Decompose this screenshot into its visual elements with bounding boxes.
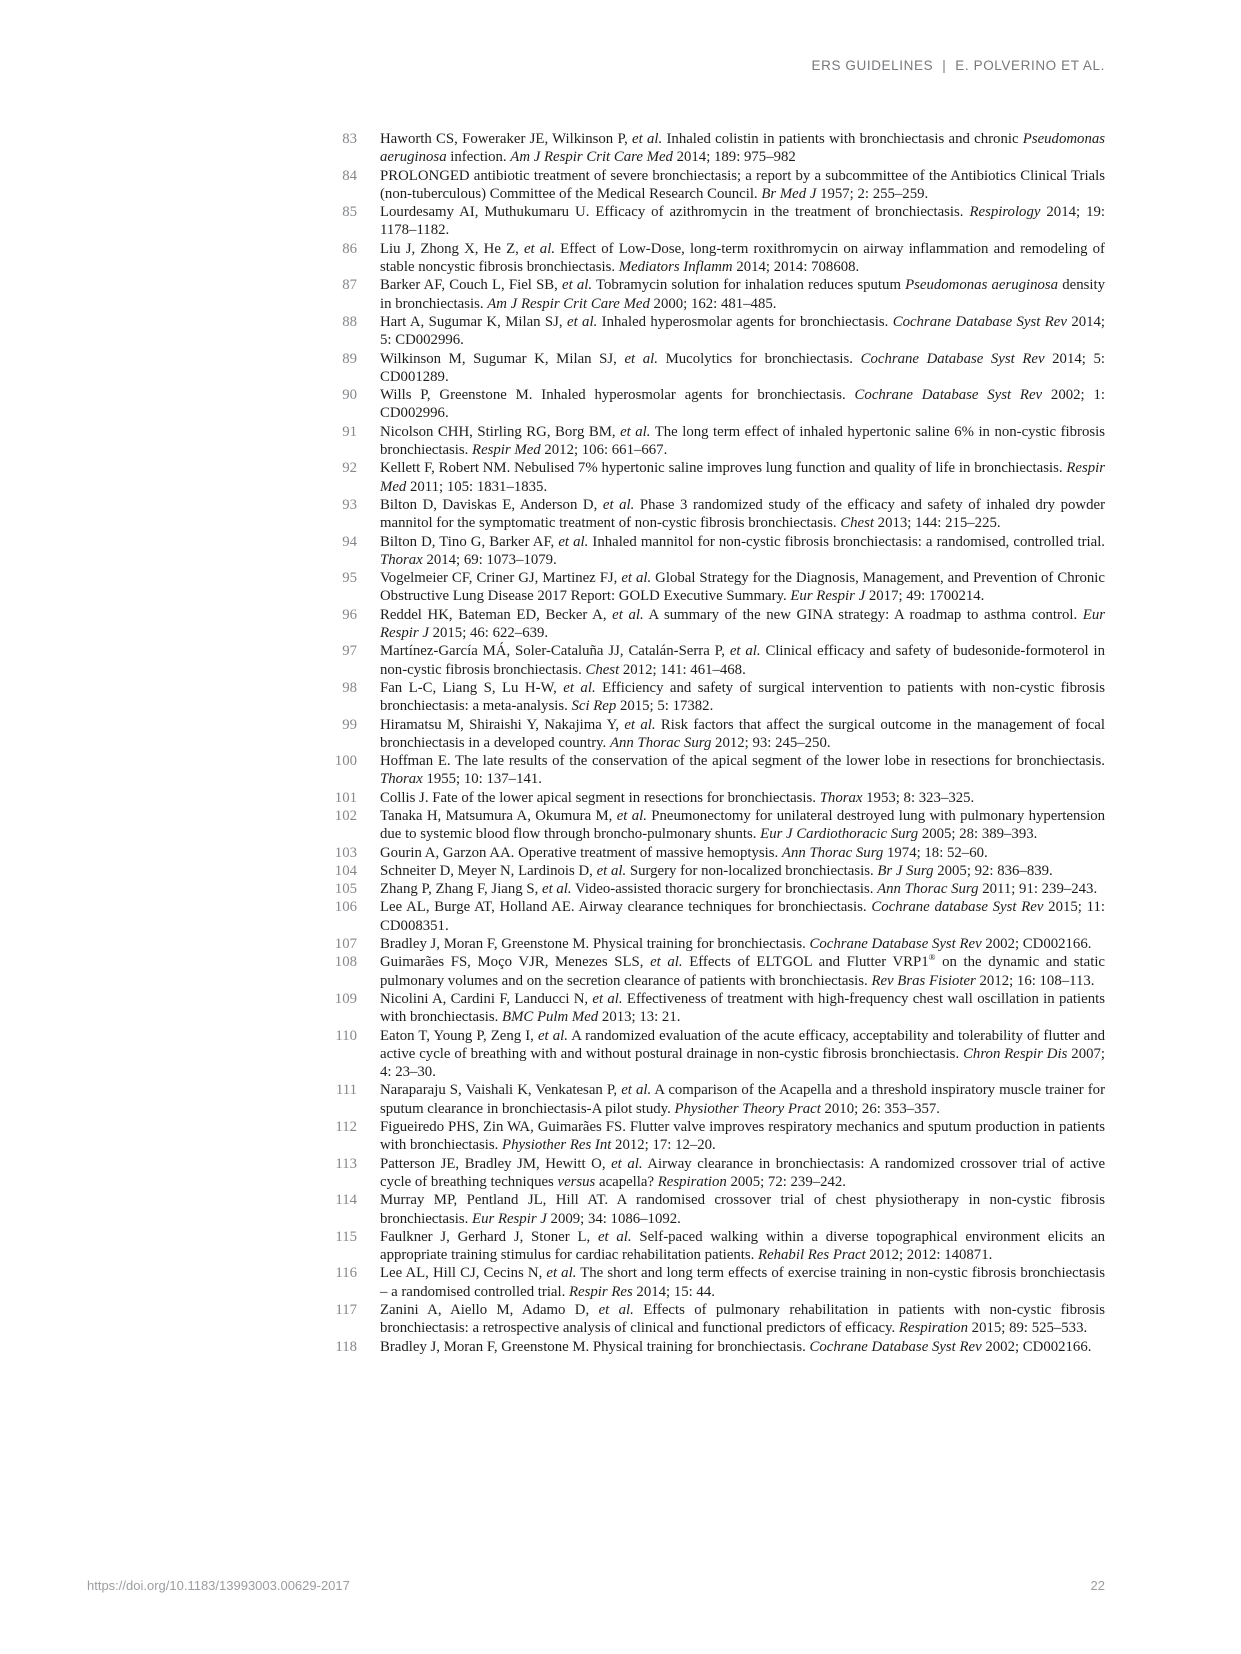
reference-number: 105	[334, 881, 357, 898]
reference-number: 106	[334, 899, 357, 916]
reference-number: 111	[335, 1082, 357, 1099]
reference-item	[327, 1155, 1105, 1192]
reference-item	[327, 1118, 1105, 1155]
reference-text: Bradley J, Moran F, Greenstone M. Physical training for bronchiectasis. Cochrane Database Syst Rev 2002; CD002166.	[380, 936, 1092, 953]
reference-item	[327, 606, 1105, 643]
reference-item	[327, 459, 1105, 496]
reference-number: 115	[335, 1228, 357, 1245]
reference-item	[327, 1301, 1105, 1338]
reference-item	[327, 386, 1105, 423]
reference-number: 86	[342, 240, 357, 257]
reference-item	[327, 716, 1105, 753]
reference-number: 118	[335, 1338, 357, 1355]
reference-number: 91	[342, 423, 357, 440]
reference-text: Reddel HK, Bateman ED, Becker A, et al. A summary of the new GINA strategy: A roadmap to asthma control. Eur Respir J 2015; 46: 622–639.	[380, 606, 1105, 642]
reference-item	[327, 350, 1105, 387]
reference-item	[327, 533, 1105, 570]
reference-text: Bilton D, Daviskas E, Anderson D, et al. Phase 3 randomized study of the efficacy and safety of inhaled dry powder mannitol for the symptomatic treatment of non-cystic fibrosis bronchiectasis. Chest 2013; 144: 215–225.	[380, 496, 1105, 532]
reference-number: 116	[335, 1265, 357, 1282]
reference-text: Wilkinson M, Sugumar K, Milan SJ, et al. Mucolytics for bronchiectasis. Cochrane Database Syst Rev 2014; 5: CD001289.	[380, 350, 1105, 385]
reference-item	[327, 679, 1105, 716]
reference-item	[327, 844, 1105, 862]
reference-text: Patterson JE, Bradley JM, Hewitt O, et al. Airway clearance in bronchiectasis: A randomized crossover trial of active cycle of breathing techniques versus acapella? Respiration 2005; 72: 239–242.	[380, 1155, 1106, 1190]
reference-number: 100	[334, 753, 357, 770]
reference-text: Tanaka H, Matsumura A, Okumura M, et al. Pneumonectomy for unilateral destroyed lung with pulmonary hypertension due to systemic blood flow through broncho-pulmonary shunts. Eur J Cardiothoracic Surg 2005; 28: 389–393.	[380, 807, 1106, 843]
reference-item	[327, 1191, 1105, 1228]
reference-item	[327, 862, 1105, 880]
reference-number: 101	[334, 789, 357, 806]
reference-text: Hiramatsu M, Shiraishi Y, Nakajima Y, et al. Risk factors that affect the surgical outcome in the management of focal bronchiectasis in a developed country. Ann Thorac Surg 2012; 93: 245–250.	[380, 716, 1105, 751]
reference-item	[327, 990, 1105, 1027]
reference-item	[327, 789, 1105, 807]
reference-text: Bilton D, Tino G, Barker AF, et al. Inhaled mannitol for non-cystic fibrosis bronchiectasis: a randomised, controlled trial. Thorax 2014; 69: 1073–1079.	[380, 533, 1106, 568]
reference-item	[327, 1264, 1105, 1301]
reference-item	[327, 880, 1105, 898]
reference-item	[327, 1228, 1105, 1265]
header-authors: E. POLVERINO ET AL.	[955, 58, 1105, 73]
reference-number: 94	[342, 533, 357, 550]
reference-number: 89	[342, 350, 357, 367]
reference-number: 85	[342, 204, 357, 221]
reference-text: Nicolson CHH, Stirling RG, Borg BM, et al. The long term effect of inhaled hypertonic saline 6% in non-cystic fibrosis bronchiectasis. Respir Med 2012; 106: 661–667.	[380, 423, 1105, 459]
reference-number: 83	[342, 131, 357, 147]
reference-item	[327, 898, 1105, 935]
reference-text: Haworth CS, Foweraker JE, Wilkinson P, et al. Inhaled colistin in patients with bronchiectasis and chronic Pseudomonas aeruginosa infection. Am J Respir Crit Care Med 2014; 189: 975–982	[380, 131, 1105, 166]
page-footer	[87, 1578, 1105, 1593]
reference-text: Guimarães FS, Moço VJR, Menezes SLS, et al. Effects of ELTGOL and Flutter VRP1® on the dynamic and static pulmonary volumes and on the secretion clearance of patients with bronchiectasis. Rev Bras Fisioter 2012; 16: 108–113.	[380, 952, 1105, 989]
reference-number: 92	[342, 460, 357, 477]
reference-text: Zanini A, Aiello M, Adamo D, et al. Effects of pulmonary rehabilitation in patients with non-cystic fibrosis bronchiectasis: a retrospective analysis of clinical and functional predictors of efficacy. Respiration 2015; 89: 525–533.	[380, 1302, 1105, 1337]
reference-text: Eaton T, Young P, Zeng I, et al. A randomized evaluation of the acute efficacy, acceptability and tolerability of flutter and active cycle of breathing with and without postural drainage in non-cystic fibrosis bronchiectasis. Chron Respir Dis 2007; 4: 23–30.	[380, 1027, 1106, 1081]
reference-item	[327, 1027, 1105, 1082]
reference-number: 90	[342, 387, 357, 404]
reference-text: Lee AL, Hill CJ, Cecins N, et al. The short and long term effects of exercise training in non-cystic fibrosis bronchiectasis – a randomised controlled trial. Respir Res 2014; 15: 44.	[380, 1265, 1105, 1300]
reference-text: Nicolini A, Cardini F, Landucci N, et al. Effectiveness of treatment with high-frequency chest wall oscillation in patients with bronchiectasis. BMC Pulm Med 2013; 13: 21.	[380, 990, 1105, 1026]
reference-item	[327, 240, 1105, 277]
reference-text: Martínez-García MÁ, Soler-Cataluña JJ, Catalán-Serra P, et al. Clinical efficacy and safety of budesonide-formoterol in non-cystic fibrosis bronchiectasis. Chest 2012; 141: 461–468.	[380, 643, 1105, 678]
header-title: ERS GUIDELINES	[811, 58, 934, 73]
reference-text: Collis J. Fate of the lower apical segment in resections for bronchiectasis. Thorax 1953; 8: 323–325.	[380, 789, 975, 806]
reference-number: 114	[335, 1192, 357, 1209]
reference-text: Fan L-C, Liang S, Lu H-W, et al. Efficiency and safety of surgical intervention to patients with non-cystic fibrosis bronchiectasis: a meta-analysis. Sci Rep 2015; 5: 17382.	[380, 679, 1106, 715]
reference-item	[327, 1338, 1105, 1356]
reference-item	[327, 313, 1105, 350]
reference-number: 96	[342, 606, 357, 623]
reference-text: Wills P, Greenstone M. Inhaled hyperosmolar agents for bronchiectasis. Cochrane Database Syst Rev 2002; 1: CD002996.	[380, 387, 1105, 422]
reference-number: 87	[342, 277, 357, 294]
reference-item	[327, 276, 1105, 313]
reference-number: 112	[335, 1119, 357, 1136]
reference-item	[327, 203, 1105, 240]
reference-item	[327, 807, 1105, 844]
running-header	[812, 58, 1106, 73]
reference-text: Liu J, Zhong X, He Z, et al. Effect of Low-Dose, long-term roxithromycin on airway inflammation and remodeling of stable noncystic fibrosis bronchiectasis. Mediators Inflamm 2014; 2014: 708608.	[380, 240, 1105, 276]
reference-text: Gourin A, Garzon AA. Operative treatment of massive hemoptysis. Ann Thorac Surg 1974; 18: 52–60.	[380, 844, 988, 861]
reference-text: Bradley J, Moran F, Greenstone M. Physical training for bronchiectasis. Cochrane Database Syst Rev 2002; CD002166.	[380, 1338, 1092, 1355]
reference-number: 95	[342, 570, 357, 587]
reference-item	[327, 130, 1105, 167]
reference-text: Schneiter D, Meyer N, Lardinois D, et al. Surgery for non-localized bronchiectasis. Br J Surg 2005; 92: 836–839.	[380, 862, 1053, 879]
reference-item	[327, 569, 1105, 606]
reference-item	[327, 935, 1105, 953]
reference-number: 107	[334, 936, 357, 953]
reference-text: Lee AL, Burge AT, Holland AE. Airway clearance techniques for bronchiectasis. Cochrane database Syst Rev 2015; 11: CD008351.	[380, 899, 1105, 934]
reference-number: 103	[334, 844, 357, 861]
reference-number: 117	[335, 1302, 357, 1318]
reference-number: 104	[334, 862, 357, 879]
reference-text: PROLONGED antibiotic treatment of severe bronchiectasis; a report by a subcommittee of the Antibiotics Clinical Trials (non-tuberculous) Committee of the Medical Research Council. Br Med J 1957; 2: 255–259.	[380, 167, 1105, 202]
page-number: 22	[1090, 1578, 1105, 1593]
reference-text: Vogelmeier CF, Criner GJ, Martinez FJ, et al. Global Strategy for the Diagnosis, Management, and Prevention of Chronic Obstructive Lung Disease 2017 Report: GOLD Executive Summary. Eur Respir J 2017; 49: 1700214.	[380, 570, 1105, 605]
reference-number: 102	[334, 807, 357, 824]
reference-item	[327, 752, 1105, 789]
reference-number: 98	[342, 679, 357, 696]
reference-text: Hoffman E. The late results of the conservation of the apical segment of the lower lobe in resections for bronchiectasis. Thorax 1955; 10: 137–141.	[380, 753, 1105, 788]
reference-text: Zhang P, Zhang F, Jiang S, et al. Video-assisted thoracic surgery for bronchiectasis. Ann Thorac Surg 2011; 91: 239–243.	[380, 881, 1098, 898]
reference-text: Murray MP, Pentland JL, Hill AT. A randomised crossover trial of chest physiotherapy in non-cystic fibrosis bronchiectasis. Eur Respir J 2009; 34: 1086–1092.	[380, 1192, 1105, 1227]
reference-number: 99	[342, 716, 357, 733]
reference-number: 110	[335, 1027, 357, 1044]
reference-text: Faulkner J, Gerhard J, Stoner L, et al. Self-paced walking within a diverse topographical environment elicits an appropriate training stimulus for cardiac rehabilitation patients. Rehabil Res Pract 2012; 2012: 140871.	[380, 1228, 1105, 1264]
reference-number: 84	[342, 167, 357, 184]
reference-item	[327, 1081, 1105, 1118]
reference-number: 113	[335, 1155, 357, 1172]
reference-item	[327, 167, 1105, 204]
reference-item	[327, 642, 1105, 679]
reference-item	[327, 953, 1105, 990]
reference-text: Lourdesamy AI, Muthukumaru U. Efficacy of azithromycin in the treatment of bronchiectasis. Respirology 2014; 19: 1178–1182.	[380, 204, 1105, 239]
reference-item	[327, 496, 1105, 533]
reference-text: Figueiredo PHS, Zin WA, Guimarães FS. Flutter valve improves respiratory mechanics and sputum production in patients with bronchiectasis. Physiother Res Int 2012; 17: 12–20.	[380, 1119, 1105, 1154]
reference-text: Naraparaju S, Vaishali K, Venkatesan P, et al. A comparison of the Acapella and a threshold inspiratory muscle trainer for sputum clearance in bronchiectasis-A pilot study. Physiother Theory Pract 2010; 26: 353–357.	[380, 1082, 1105, 1117]
reference-text: Hart A, Sugumar K, Milan SJ, et al. Inhaled hyperosmolar agents for bronchiectasis. Cochrane Database Syst Rev 2014; 5: CD002996.	[380, 313, 1106, 349]
reference-list	[327, 130, 1105, 1356]
reference-text: Barker AF, Couch L, Fiel SB, et al. Tobramycin solution for inhalation reduces sputum Pseudomonas aeruginosa density in bronchiectasis. Am J Respir Crit Care Med 2000; 162: 481–485.	[380, 277, 1105, 312]
doi-text: https://doi.org/10.1183/13993003.00629-2017	[87, 1578, 350, 1593]
reference-text: Kellett F, Robert NM. Nebulised 7% hypertonic saline improves lung function and quality of life in bronchiectasis. Respir Med 2011; 105: 1831–1835.	[380, 460, 1105, 495]
reference-number: 88	[342, 313, 357, 330]
reference-number: 93	[342, 496, 357, 513]
reference-number: 109	[334, 990, 357, 1007]
header-separator: |	[942, 58, 947, 73]
reference-item	[327, 423, 1105, 460]
reference-number: 97	[342, 643, 357, 660]
reference-number: 108	[334, 954, 357, 971]
